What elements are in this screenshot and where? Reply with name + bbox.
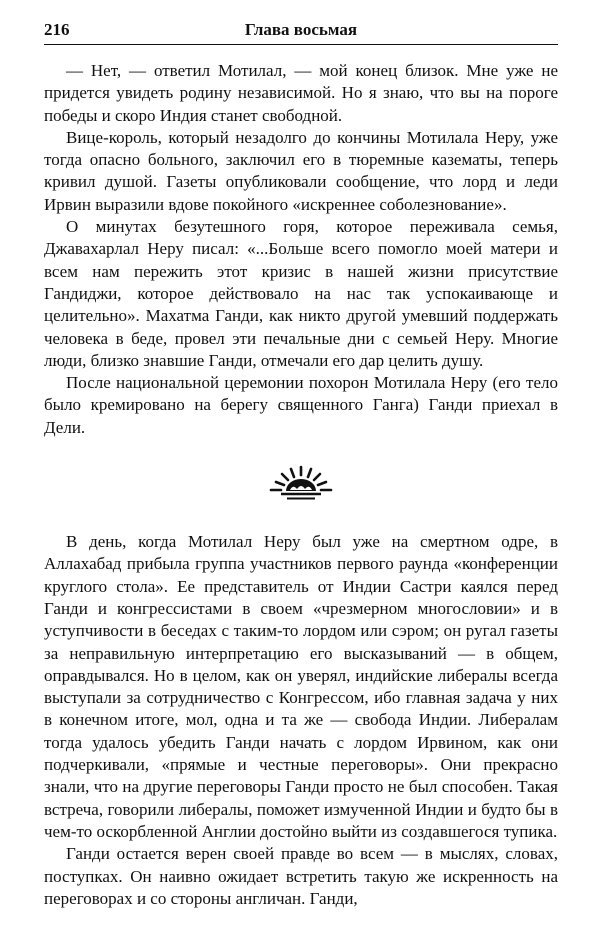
paragraph: — Нет, — ответил Мотилал, — мой конец близок. Мне уже не придется увидеть родину независимой. Но я знаю, что вы на пороге победы и скоро Индия станет свободной. xyxy=(44,61,558,125)
page-header xyxy=(44,18,558,45)
paragraph: Ганди остается верен своей правде во всем — в мыслях, словах, поступках. Он наивно ожидает встретить такую же искренность на переговорах и со стороны англичан. Ганди, xyxy=(44,844,558,908)
paragraph: Вице-король, который незадолго до кончины Мотилала Неру, уже тогда опасно больного, заключил его в тюремные казематы, теперь кривил душой. Газеты опубликовали сообщение, что лорд и леди Ирвин выразили вдове покойного «искреннее соболезнование». xyxy=(44,127,558,214)
rising-sun-ornament-icon xyxy=(269,462,333,502)
body-text xyxy=(44,60,558,910)
paragraph: О минутах безутешного горя, которое переживала семья, Джавахарлал Неру писал: «...Больше всего помогло моей матери и всем нам пережить этот кризис в нашей жизни присутствие Гандиджи, которое действовало на нас так успокаивающе и целительно». Махатма Ганди, как никто другой умевший поддержать человека в беде, провел эти печальные дни с семьей Неру. Многие люди, близко знавшие Ганди, отмечали его дар целить душу. xyxy=(44,217,558,370)
section-divider xyxy=(44,453,558,511)
chapter-title: Глава восьмая xyxy=(244,20,358,39)
paragraph: После национальной церемонии похорон Мотилала Неру (его тело было кремировано на берегу священного Ганга) Ганди приехал в Дели. xyxy=(44,373,558,437)
paragraph: В день, когда Мотилал Неру был уже на смертном одре, в Аллахабад прибыла группа участников первого раунда «конференции круглого стола». Ее представитель от Индии Састри каялся перед Ганди и конгрессистами в своем «чрезмерном многословии» и в уступчивости в беседах с таким-то лордом или сэром; он ругал газеты за неправильную интерпретацию его высказываний — в общем, оправдывался. Но в целом, как он уверял, индийские либералы всегда выступали за сотрудничество с Конгрессом, ибо главная задача у них в конечном итоге, мол, одна и та же — свобода Индии. Либералам тогда удалось убедить Ганди начать с лордом Ирвином, как они подчеркивали, «прямые и честные переговоры». Они прекрасно знали, что на другие переговоры Ганди просто не был способен. Такая встреча, говорили либералы, поможет измученной Индии и будто бы в чем-то оскорбленной Англии достойно выйти из создавшегося тупика. xyxy=(44,532,558,841)
page-number: 216 xyxy=(44,20,70,39)
